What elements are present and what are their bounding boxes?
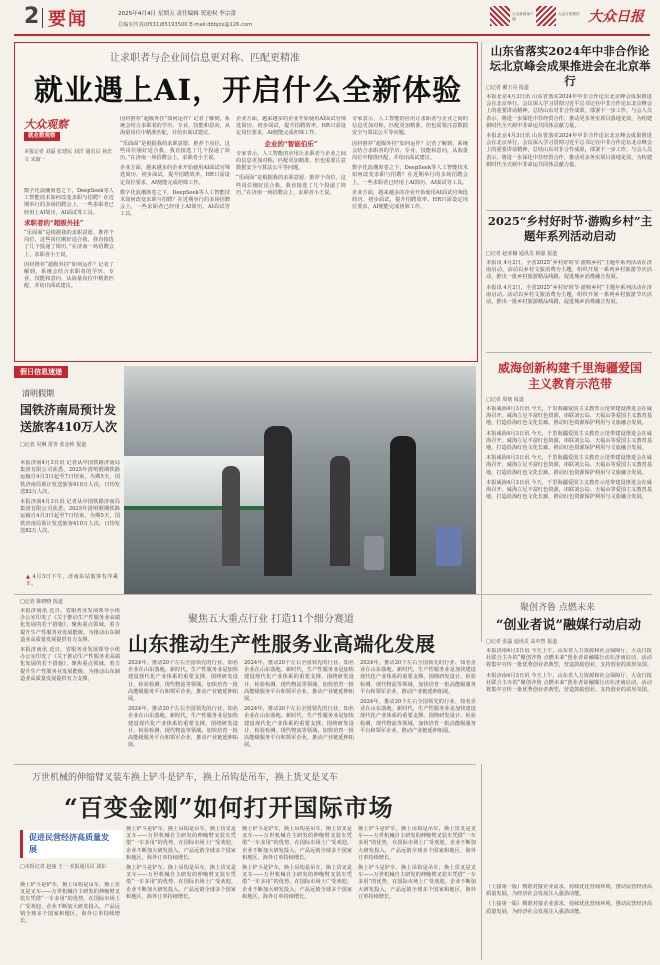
article-paragraph: 本报威海4月3日讯 今天，千里海疆爱国主义教育示范带建设推进会在威海召开。威海立足丰富红色资源，串联刘公岛、天福山等爱国主义教育基地，打造沿海红色文化长廊，推动红色资源保护利用与文旅融合发展。: [486, 430, 652, 452]
article-paragraph: 换上铲斗是铲车，换上吊钩是吊车，换上货叉是叉车——万世机械自主研发的伸缩臂叉装车凭借“一车多用”的优势，在国际市场上广受欢迎。企业不断加大研发投入，产品远销全球多个国家和地区，海外订单持续增长。: [242, 826, 352, 861]
right-top-reporter: □记者 戴玉亮 报道: [486, 85, 529, 91]
right-top-body: [486, 94, 652, 206]
passenger-figure: [330, 456, 350, 566]
lead-subhead-1: 求职者的“超级外挂”: [24, 218, 84, 227]
bottom-left-text: [20, 608, 120, 758]
article-paragraph: 本报济南4月3日讯 记者从中国铁路济南局集团有限公司获悉，2025年清明假期铁路运输自4月3日起至7日结束，为期5天，国铁济南局预计发送旅客410万人次，日均发送82万人次。: [20, 460, 120, 495]
passenger-figure: [222, 466, 240, 566]
service-reporters: □记者 张磊 通讯员 高中智 报道: [486, 639, 558, 645]
holiday-headline: 国铁济南局预计发送旅客410万人次: [20, 403, 118, 434]
qr-label-2: 大众日报微信: [558, 12, 580, 16]
bottom-col-1: [20, 882, 120, 960]
right-mid2-reporter: □记者 周韧 报道: [486, 397, 524, 403]
date-line: 2025年4月4日 星期五 责任编辑 贺迎权 李宗蕾: [118, 11, 236, 17]
right-mid2-headline: 威海创新构建千里海疆爱国主义教育示范带: [497, 361, 642, 391]
masthead-rule: [14, 34, 650, 36]
right-mid2-body: [486, 406, 652, 606]
side-tag-box: [20, 830, 123, 858]
hotline: 总编室传真(0531)85193500 E-mail:dbbjzx@126.com: [118, 22, 253, 28]
divider: [14, 764, 476, 765]
caption-triangle: ▲: [26, 574, 31, 580]
lead-paragraph: 企业方面，越来越多的企业开始使用AI面试官筛选简历、初步面试，提升招聘效率。HR只需设定岗位要求，AI便能完成初筛工作。: [236, 116, 346, 137]
lead-col-3: [236, 116, 346, 353]
lead-paragraph: 因材推荐“超级外挂”如何运作？记者了解到，系统会结合求职者的学历、专业、技能和意向，从海量岗位中精准匹配，并给出面试建议。: [24, 261, 114, 290]
lead-col-4: [352, 116, 468, 353]
news-photo-train-station: [124, 366, 476, 594]
feature-col-3: [360, 660, 476, 760]
article-paragraph: （上接第一版）精准对接企业需求，持续优化营商环境，推动民营经济高质量发展，为经济社会发展注入强劲动能。: [486, 901, 652, 915]
article-paragraph: 本报讯 4月2日，全省2025“乡村好时节·游购乡村”主题年系列活动在济南启动。活动以乡村文旅消费为主题，组织开展一系列乡村旅游节庆活动，推出一批乡村旅游精品线路，促进城乡消费融合发展。: [486, 260, 652, 281]
article-paragraph: 本报北京4月3日讯 山东省落实2024年中非合作论坛北京峰会成果推进会在北京举行。会议深入学习贯彻习近平总书记在中非合作论坛北京峰会上的重要讲话精神，总结山东对非合作成果，部署下一步工作。与会人员表示，将进一步深化中非经贸合作，推动更多务实项目落地见效，为构建新时代全天候中非命运共同体贡献力量。: [486, 133, 652, 168]
train-shape: [124, 456, 284, 510]
feature-col-1: [128, 660, 238, 760]
article-paragraph: 2024年，推动20个左右全国领先的行业、知名企业在山东落地。新时代，生产性服务业是加快建设现代化产业体系的重要支撑。围绕研发设计、检验检测、现代物流等领域，加快培育一批高能级服务平台和领军企业，推动产业链延伸拓展。: [244, 660, 354, 703]
article-paragraph: 本报威海4月3日讯 今天，千里海疆爱国主义教育示范带建设推进会在威海召开。威海立足丰富红色资源，串联刘公岛、天福山等爱国主义教育基地，打造沿海红色文化长廊，推动红色资源保护利用与文旅融合发展。: [486, 455, 652, 476]
photo-credit: □记者 陈晓晓 报道: [20, 599, 63, 605]
article-paragraph: 2024年，推动20个左右全国领先的行业、知名企业在山东落地。新时代，生产性服务业是加快建设现代化产业体系的重要支撑。围绕研发设计、检验检测、现代物流等领域，加快培育一批高能级服务平台和领军企业，推动产业链延伸拓展。: [128, 706, 238, 749]
article-paragraph: 本报济南讯 近日，省服务业发展领导小组办公室印发了《关于推动生产性服务业高端化发展的若干措施》，聚焦重点领域，着力提升生产性服务业发展能级，为推动山东制造业高质量发展提供有力支撑。: [20, 608, 120, 643]
article-paragraph: 2024年，推动20个左右全国领先的行业、知名企业在山东落地。新时代，生产性服务业是加快建设现代化产业体系的重要支撑。围绕研发设计、检验检测、现代物流等领域，加快培育一批高能级服务平台和领军企业，推动产业链延伸拓展。: [244, 706, 354, 749]
lead-kicker: 让求职者与企业间信息更对称、匹配更精准: [110, 53, 300, 64]
side-note: [486, 884, 652, 960]
right-top-headline: 山东省落实2024年中非合作论坛北京峰会成果推进会在北京举行: [489, 44, 651, 88]
passenger-figure: [390, 436, 416, 576]
article-paragraph: 2024年，推动20个左右全国领先的行业、知名企业在山东落地。新时代，生产性服务业是加快建设现代化产业体系的重要支撑。围绕研发设计、检验检测、现代物流等领域，加快培育一批高能级服务平台和领军企业，推动产业链延伸拓展。: [360, 660, 476, 695]
lead-paragraph: 因材推荐“超级外挂”如何运作？记者了解到，系统会结合求职者的学历、专业、技能和意向，从海量岗位中精准匹配，并给出面试建议。: [120, 116, 230, 137]
photo-caption-text: 4月3日下午，济南东站旅客有序乘车。: [26, 574, 118, 588]
feature-kicker: 聚焦五大重点行业 打造11个细分赛道: [188, 614, 354, 625]
divider: [486, 352, 652, 353]
article-paragraph: 换上铲斗是铲车，换上吊钩是吊车，换上货叉是叉车——万世机械自主研发的伸缩臂叉装车凭借“一车多用”的优势，在国际市场上广受欢迎。企业不断加大研发投入，产品远销全球多个国家和地区，海外订单持续增长。: [20, 882, 120, 925]
suitcase: [364, 536, 384, 570]
photo-caption: [26, 574, 118, 588]
service-body: [486, 648, 652, 760]
bottom-headline: “百变金刚”如何打开国际市场: [64, 793, 394, 822]
bottom-reporters: □本报记者 赵丽 王一 本报通讯员 刘东: [20, 864, 107, 870]
article-paragraph: 换上铲斗是铲车，换上吊钩是吊车，换上货叉是叉车——万世机械自主研发的伸缩臂叉装车凭借“一车多用”的优势，在国际市场上广受欢迎。企业不断加大研发投入，产品远销全球多个国家和地区，海外订单持续增长。: [358, 826, 476, 861]
article-paragraph: 本报济南4月3日讯 今天上午，山东省人力资源和社会保障厅、大众日报社联合主办的“聚创齐鲁 点燃未来”创业者说融媒行动在济南启动。活动将集中宣传一批优秀创业者典型，营造鼓励创业、支持创业的浓厚氛围。: [486, 672, 652, 694]
passenger-figure: [264, 426, 292, 576]
right-mid-reporter: □记者 赵亚楠 通讯员 韩强 报道: [486, 251, 558, 257]
feature-headline: 山东推动生产性服务业高端化发展: [128, 632, 436, 656]
lead-paragraph: 企业方面，越来越多的企业开始使用AI面试官筛选简历、初步面试，提升招聘效率。HR只需设定岗位要求，AI便能完成初筛工作。: [352, 189, 468, 211]
holiday-kicker: 清明假期: [22, 389, 54, 398]
lead-col-2: [120, 116, 230, 353]
suitcase: [436, 526, 462, 566]
lead-paragraph: 数字化浪潮席卷之下，DeepSeek等人工智能技术如何改变求职与招聘？在近期举行的多场招聘会上，一些求职者已经用上AI简历、AI面试等工具。: [352, 165, 468, 186]
column-sub-tag: 就业数观察: [24, 132, 60, 141]
bottom-col-3: [242, 826, 352, 960]
page-number-divider: [42, 8, 43, 28]
platform-canopy: [124, 366, 476, 406]
qr-code-2: [536, 6, 556, 26]
article-paragraph: 换上铲斗是铲车，换上吊钩是吊车，换上货叉是叉车——万世机械自主研发的伸缩臂叉装车凭借“一车多用”的优势，在国际市场上广受欢迎。企业不断加大研发投入，产品远销全球多个国家和地区，海外订单持续增长。: [358, 865, 476, 900]
right-mid-body: [486, 260, 652, 348]
lead-headline: 就业遇上AI，开启什么全新体验: [34, 73, 463, 107]
lead-subhead-2: 企业的“智能伯乐”: [264, 139, 318, 148]
article-paragraph: 本报威海4月3日讯 今天，千里海疆爱国主义教育示范带建设推进会在威海召开。威海立足丰富红色资源，串联刘公岛、天福山等爱国主义教育基地，打造沿海红色文化长廊，推动红色资源保护利用与文旅融合发展。: [486, 479, 652, 501]
divider: [14, 594, 652, 595]
qr-label-1: 大众新闻客户端: [512, 12, 534, 21]
feature-col-2: [244, 660, 354, 760]
lead-paragraph: 专家表示，人工智能的应用让求职者与企业之间的信息更加对称，匹配更加精准，但也需要注意数据安全与算法公平等问题。: [236, 150, 346, 172]
service-kicker: 聚创齐鲁 点燃未来: [520, 603, 595, 613]
divider: [486, 210, 652, 211]
lead-paragraph: “乐面面”是根据我的求职意愿、推荐个岗位，这些岗位刚好适合我，我直接选了几个投递了简历。”在济南一场招聘会上，求职者小王说。: [236, 175, 346, 196]
holiday-body: [20, 460, 120, 572]
bottom-col-4: [358, 826, 476, 960]
article-paragraph: 换上铲斗是铲车，换上吊钩是吊车，换上货叉是叉车——万世机械自主研发的伸缩臂叉装车凭借“一车多用”的优势，在国际市场上广受欢迎。企业不断加大研发投入，产品远销全球多个国家和地区，海外订单持续增长。: [126, 826, 236, 861]
qr-code-1: [490, 6, 510, 26]
masthead: [0, 0, 660, 38]
lead-paragraph: 企业方面，越来越多的企业开始使用AI面试官筛选简历、初步面试，提升招聘效率。HR只需设定岗位要求，AI便能完成初筛工作。: [120, 165, 230, 186]
lead-paragraph: 数字化浪潮席卷之下，DeepSeek等人工智能技术如何改变求职与招聘？在近期举行的多场招聘会上，一些求职者已经用上AI简历、AI面试等工具。: [120, 189, 230, 218]
lead-paragraph: “乐面面”是根据我的求职意愿、推荐个岗位，这些岗位刚好适合我，我直接选了几个投递了简历。”在济南一场招聘会上，求职者小王说。: [24, 230, 114, 258]
article-paragraph: 本报北京4月3日讯 山东省落实2024年中非合作论坛北京峰会成果推进会在北京举行。会议深入学习贯彻习近平总书记在中非合作论坛北京峰会上的重要讲话精神，总结山东对非合作成果，部署下一步工作。与会人员表示，将进一步深化中非经贸合作，推动更多务实项目落地见效，为构建新时代全天候中非命运共同体贡献力量。: [486, 94, 652, 129]
page-number: 2: [24, 4, 40, 29]
article-paragraph: 本报讯 4月2日，全省2025“乡村好时节·游购乡村”主题年系列活动在济南启动。活动以乡村文旅消费为主题，组织开展一系列乡村旅游节庆活动，推出一批乡村旅游精品线路，促进城乡消费融合发展。: [486, 284, 652, 306]
article-paragraph: 换上铲斗是铲车，换上吊钩是吊车，换上货叉是叉车——万世机械自主研发的伸缩臂叉装车凭借“一车多用”的优势，在国际市场上广受欢迎。企业不断加大研发投入，产品远销全球多个国家和地区，海外订单持续增长。: [126, 865, 236, 900]
article-paragraph: 2024年，推动20个左右全国领先的行业、知名企业在山东落地。新时代，生产性服务业是加快建设现代化产业体系的重要支撑。围绕研发设计、检验检测、现代物流等领域，加快培育一批高能级服务平台和领军企业，推动产业链延伸拓展。: [128, 660, 238, 703]
right-mid-headline: 2025“乡村好时节·游购乡村”主题年系列活动启动: [487, 214, 653, 243]
article-paragraph: 本报济南4月3日讯 今天上午，山东省人力资源和社会保障厅、大众日报社联合主办的“聚创齐鲁 点燃未来”创业者说融媒行动在济南启动。活动将集中宣传一批优秀创业者典型，营造鼓励创业、支持创业的浓厚氛围。: [486, 648, 652, 669]
lead-paragraph: “乐面面”是根据我的求职意愿、推荐个岗位，这些岗位刚好适合我，我直接选了几个投递了简历。”在济南一场招聘会上，求职者小王说。: [120, 140, 230, 162]
article-paragraph: （上接第一版）精准对接企业需求，持续优化营商环境，推动民营经济高质量发展，为经济社会发展注入强劲动能。: [486, 884, 652, 898]
newspaper-logo: 大众日报: [588, 9, 644, 25]
lead-reporters: 本报记者 刘磊 张建民 刘洋 通讯员 孙忠文 宋淑一: [24, 149, 112, 163]
lead-col-1: [24, 188, 114, 353]
lead-paragraph: 数字化浪潮席卷之下，DeepSeek等人工智能技术如何改变求职与招聘？在近期举行的多场招聘会上，一些求职者已经用上AI简历、AI面试等工具。: [24, 188, 114, 216]
lead-paragraph: 因材推荐“超级外挂”如何运作？记者了解到，系统会结合求职者的学历、专业、技能和意向，从海量岗位中精准匹配，并给出面试建议。: [352, 140, 468, 162]
section-title: 要闻: [48, 9, 88, 30]
holiday-reporters: □记者 吴琳 常青 张金岭 报道: [20, 442, 87, 448]
article-paragraph: 2024年，推动20个左右全国领先的行业、知名企业在山东落地。新时代，生产性服务业是加快建设现代化产业体系的重要支撑。围绕研发设计、检验检测、现代物流等领域，加快培育一批高能级服务平台和领军企业，推动产业链延伸拓展。: [360, 699, 476, 734]
article-paragraph: 本报济南4月3日讯 记者从中国铁路济南局集团有限公司获悉，2025年清明假期铁路运输自4月3日起至7日结束，为期5天，国铁济南局预计发送旅客410万人次，日均发送82万人次。: [20, 499, 120, 534]
column-logo: 大众观察: [24, 118, 68, 131]
divider: [481, 764, 482, 960]
side-tag-text: 促进民营经济高质量发展: [29, 833, 109, 854]
bottom-col-2: [126, 826, 236, 960]
service-headline: “创业者说”融媒行动启动: [496, 618, 641, 633]
bottom-kicker: 万世机械的伸缩臂叉装车换上铲斗是铲车，换上吊钩是吊车，换上货叉是叉车: [32, 773, 339, 783]
article-paragraph: 本报威海4月3日讯 今天，千里海疆爱国主义教育示范带建设推进会在威海召开。威海立足丰富红色资源，串联刘公岛、天福山等爱国主义教育基地，打造沿海红色文化长廊，推动红色资源保护利用与文旅融合发展。: [486, 406, 652, 427]
article-paragraph: 换上铲斗是铲车，换上吊钩是吊车，换上货叉是叉车——万世机械自主研发的伸缩臂叉装车凭借“一车多用”的优势，在国际市场上广受欢迎。企业不断加大研发投入，产品远销全球多个国家和地区，海外订单持续增长。: [242, 865, 352, 900]
article-paragraph: 本报济南讯 近日，省服务业发展领导小组办公室印发了《关于推动生产性服务业高端化发展的若干措施》，聚焦重点领域，着力提升生产性服务业发展能级，为推动山东制造业高质量发展提供有力支撑。: [20, 647, 120, 682]
lead-paragraph: 专家表示，人工智能的应用让求职者与企业之间的信息更加对称，匹配更加精准，但也需要注意数据安全与算法公平等问题。: [352, 116, 468, 137]
right-column-divider: [481, 42, 482, 642]
holiday-tag: 假日信息速递: [14, 366, 68, 378]
